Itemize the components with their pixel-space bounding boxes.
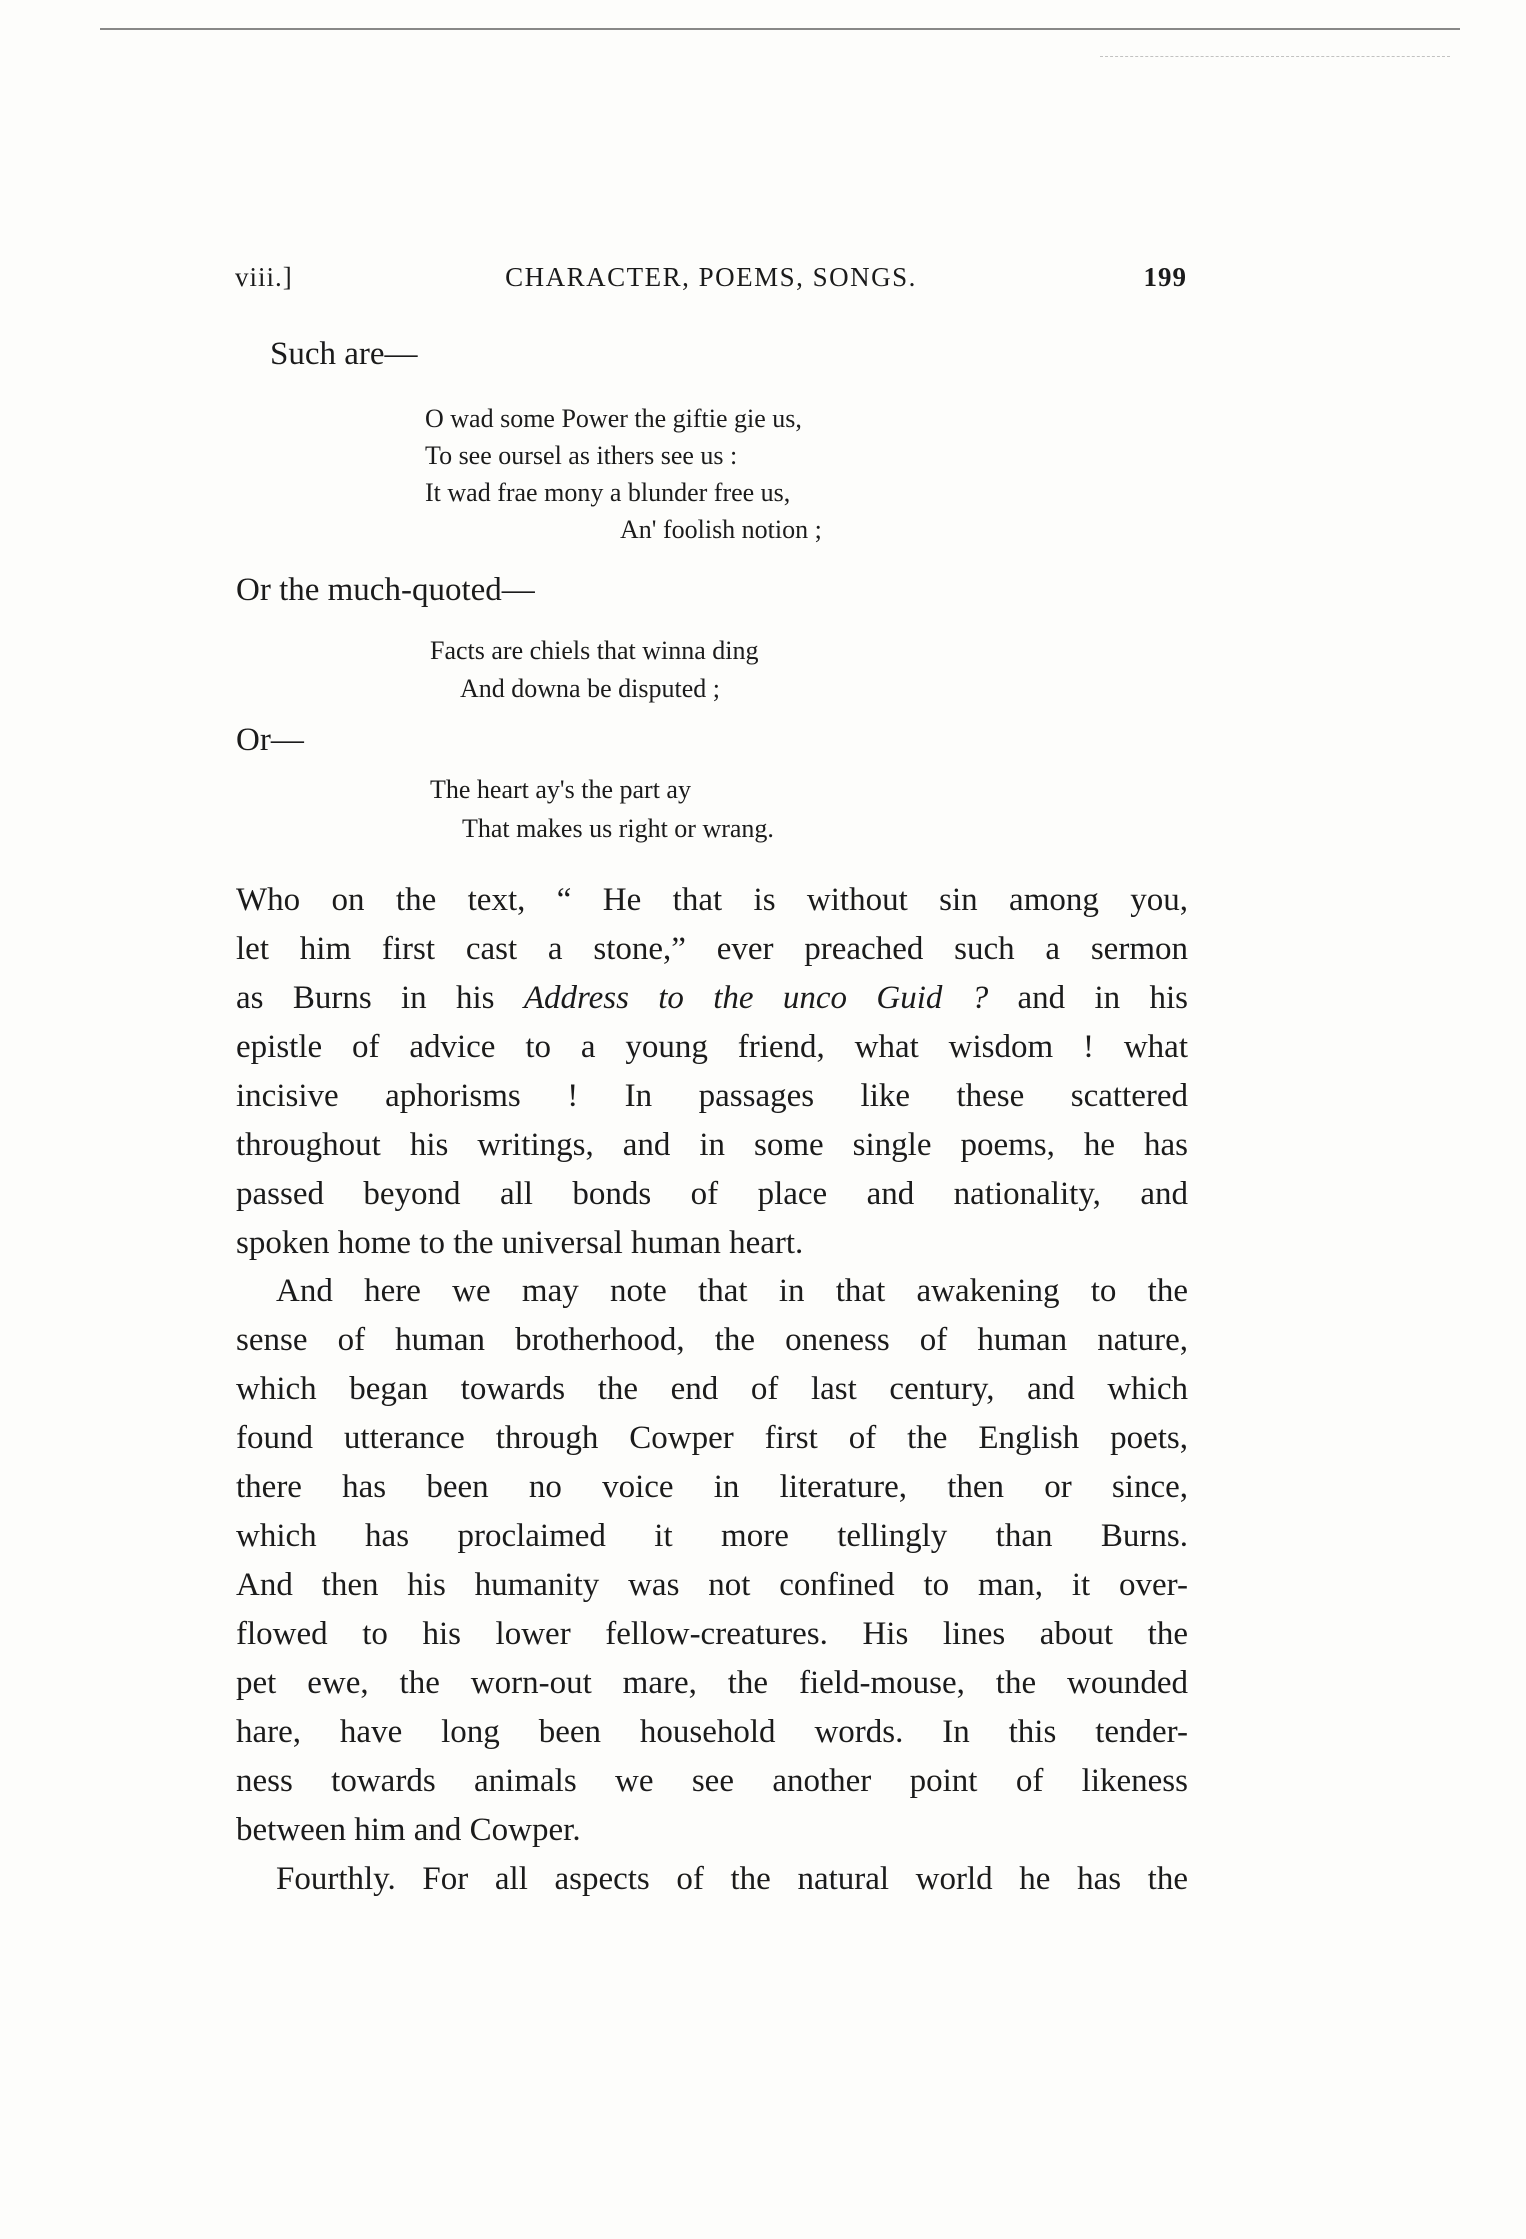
verse-2-line-1: Facts are chiels that winna ding <box>430 636 759 665</box>
page-number: 199 <box>1143 262 1187 292</box>
paragraph-1-line: passed beyond all bonds of place and nationality, and <box>236 1176 1188 1212</box>
running-header <box>235 262 1187 302</box>
paragraph-2-line: which has proclaimed it more tellingly than Burns. <box>236 1518 1188 1554</box>
chapter-marker: viii.] <box>235 262 293 292</box>
paragraph-2-line: there has been no voice in literature, then or since, <box>236 1469 1188 1505</box>
paragraph-3-line: Fourthly. For all aspects of the natural world he has the <box>276 1861 1188 1897</box>
paragraph-2-line: And then his humanity was not confined to man, it over- <box>236 1567 1188 1603</box>
paragraph-1-line: spoken home to the universal human heart. <box>236 1225 804 1261</box>
paragraph-2-line: ness towards animals we see another point of likeness <box>236 1763 1188 1799</box>
top-edge-dashes <box>1100 56 1450 57</box>
running-title: CHARACTER, POEMS, SONGS. <box>505 262 917 292</box>
paragraph-2-line: pet ewe, the worn-out mare, the field-mouse, the wounded <box>236 1665 1188 1701</box>
paragraph-2-line: flowed to his lower fellow-creatures. His lines about the <box>236 1616 1188 1652</box>
paragraph-2-line: And here we may note that in that awakening to the <box>276 1273 1188 1309</box>
paragraph-2-line: hare, have long been household words. In this tender- <box>236 1714 1188 1750</box>
paragraph-1-line: epistle of advice to a young friend, what wisdom ! what <box>236 1029 1188 1065</box>
paragraph-2-line: sense of human brotherhood, the oneness of human nature, <box>236 1322 1188 1358</box>
paragraph-1-line: let him first cast a stone,” ever preached such a sermon <box>236 931 1188 967</box>
verse-1-line-3: It wad frae mony a blunder free us, <box>425 478 791 507</box>
paragraph-1-line-3 <box>236 974 1188 1023</box>
intro-such-are: Such are— <box>270 336 418 372</box>
verse-3-line-1: The heart ay's the part ay <box>430 775 691 804</box>
paragraph-1 <box>236 876 1188 1268</box>
poem-title-italic: Address to the unco Guid ? <box>523 980 989 1016</box>
paragraph-2-line: which began towards the end of last century, and which <box>236 1371 1188 1407</box>
verse-1-line-4: An' foolish notion ; <box>620 515 822 544</box>
paragraph-2-line: between him and Cowper. <box>236 1812 581 1848</box>
paragraph-2-line: found utterance through Cowper first of the English poets, <box>236 1420 1188 1456</box>
line-3-start: as Burns in his <box>236 980 524 1016</box>
paragraph-1-line: incisive aphorisms ! In passages like these scattered <box>236 1078 1188 1114</box>
paragraph-1-line: Who on the text, “ He that is without sin among you, <box>236 882 1188 918</box>
intro-much-quoted: Or the much-quoted— <box>236 572 535 608</box>
verse-2-line-2: And downa be disputed ; <box>460 674 720 703</box>
line-3-end: and in his <box>988 980 1189 1016</box>
intro-or: Or— <box>236 722 304 758</box>
verse-1-line-1: O wad some Power the giftie gie us, <box>425 404 802 433</box>
verse-3-line-2: That makes us right or wrang. <box>462 814 774 843</box>
top-edge-rule <box>100 28 1460 30</box>
paragraph-1-line: throughout his writings, and in some single poems, he has <box>236 1127 1188 1163</box>
paragraph-2 <box>236 1267 1188 1855</box>
paragraph-3 <box>236 1855 1188 1904</box>
verse-1-line-2: To see oursel as ithers see us : <box>425 441 738 470</box>
